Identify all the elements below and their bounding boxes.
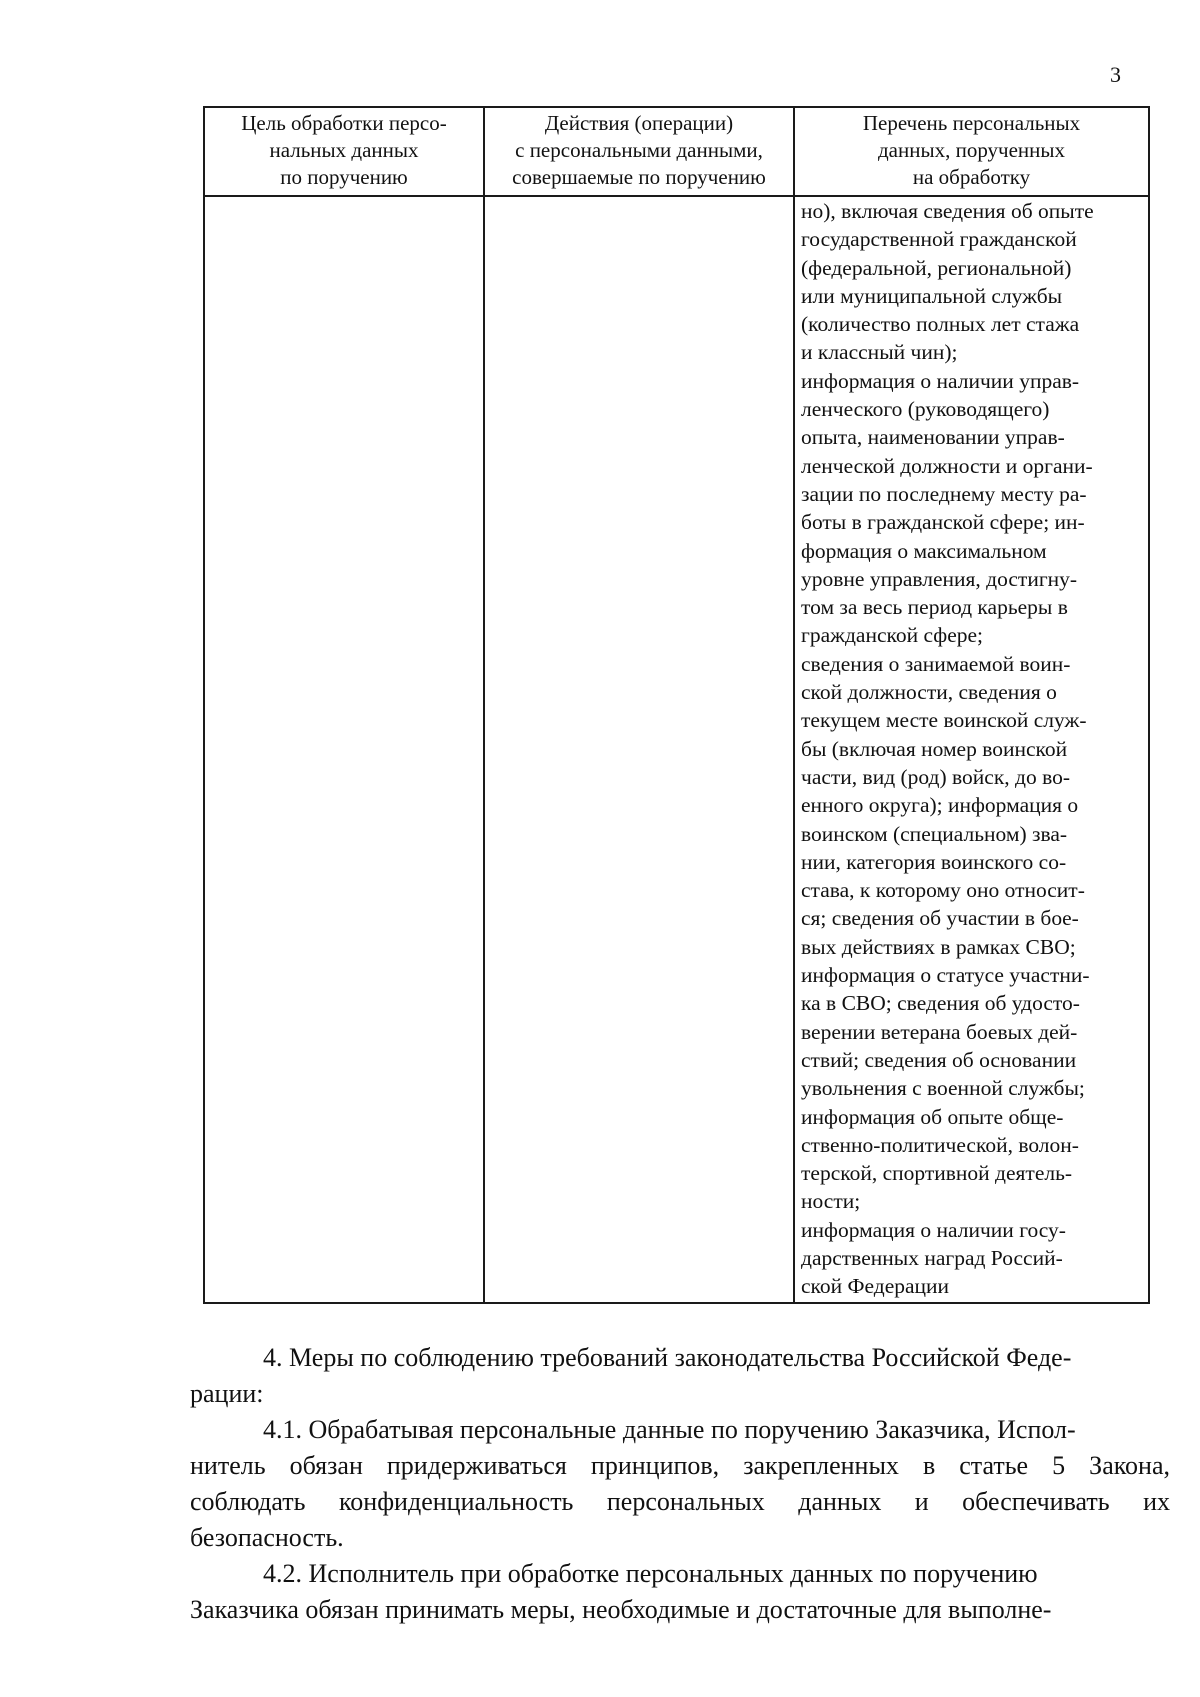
data-list-line: государственной гражданской: [801, 227, 1077, 252]
header-purpose-line: Цель обработки персо-: [241, 111, 447, 135]
paragraph-4-1-line: безопасность.: [190, 1523, 344, 1552]
data-list-line: информация о статусе участни-: [801, 963, 1090, 988]
data-list-line: нии, категория воинского со-: [801, 849, 1067, 874]
data-list-line: гражданской сфере;: [801, 623, 984, 648]
data-list-line: сведения о занимаемой воин-: [801, 651, 1071, 676]
data-list-line: опыта, наименовании управ-: [801, 425, 1065, 450]
data-list-line: ственно-политической, волон-: [801, 1132, 1079, 1157]
header-purpose-line: нальных данных: [269, 138, 419, 162]
data-list-line: ской должности, сведения о: [801, 680, 1057, 705]
data-list-line: формация о максимальном: [801, 538, 1047, 563]
paragraph-4-2-line: Заказчика обязан принимать меры, необходимые и достаточные для выполне-: [190, 1595, 1052, 1624]
data-list-line: ленческого (руководящего): [801, 397, 1050, 422]
data-list-line: уровне управления, достигну-: [801, 566, 1078, 591]
header-data-list-line: на обработку: [912, 165, 1031, 189]
header-purpose: [204, 107, 484, 196]
data-list-line: ствий; сведения об основании: [801, 1047, 1077, 1072]
data-list-line: информация о наличии госу-: [801, 1217, 1066, 1242]
paragraph-4-2: 4.2. Исполнитель при обработке персональных данных по поручению: [263, 1559, 1038, 1588]
data-list-line: информация о наличии управ-: [801, 368, 1080, 393]
data-list-line: ленческой должности и органи-: [801, 453, 1093, 478]
data-list-line: увольнения с военной службы;: [801, 1076, 1085, 1101]
header-actions-line: с персональными данными,: [515, 138, 763, 162]
table-row: [204, 196, 1149, 1303]
data-list-line: ской Федерации: [801, 1274, 950, 1299]
header-data-list-line: данных, порученных: [877, 138, 1066, 162]
data-list-line: том за весь период карьеры в: [801, 595, 1068, 620]
data-list-line: и классный чин);: [801, 340, 958, 365]
header-actions: [484, 107, 794, 196]
paragraph-4-1: 4.1. Обрабатывая персональные данные по поручению Заказчика, Испол-: [263, 1415, 1076, 1444]
table-header-row: [204, 107, 1149, 196]
header-data-list-line: Перечень персональных: [862, 111, 1081, 135]
data-list-line: но), включая сведения об опыте: [801, 199, 1094, 223]
data-list-line: ности;: [801, 1189, 861, 1214]
cell-actions: [484, 196, 794, 1303]
section-4: [190, 1340, 1170, 1628]
data-list-line: ка в СВО; сведения об удосто-: [801, 991, 1080, 1016]
personal-data-table: [203, 106, 1150, 1304]
data-list-line: части, вид (род) войск, до во-: [801, 764, 1071, 789]
data-list-line: вых действиях в рамках СВО;: [801, 934, 1076, 959]
data-list-line: става, к которому оно относит-: [801, 878, 1085, 903]
data-list-line: (количество полных лет стажа: [801, 312, 1080, 337]
cell-data-list: [794, 196, 1149, 1303]
data-list-line: верении ветерана боевых дей-: [801, 1019, 1078, 1044]
data-list-line: зации по последнему месту ра-: [801, 481, 1087, 506]
data-list-body: [795, 197, 1148, 1302]
data-list-line: бы (включая номер воинской: [801, 736, 1068, 761]
data-list-line: текущем месте воинской служ-: [801, 708, 1087, 733]
paragraph-4-1-line: нитель обязан придерживаться принципов, закрепленных в статье 5 Закона,: [190, 1451, 1170, 1480]
data-list-line: терской, спортивной деятель-: [801, 1161, 1073, 1186]
data-list-line: дарственных наград Россий-: [801, 1245, 1063, 1270]
section-4-heading: 4. Меры по соблюдению требований законодательства Российской Феде-: [263, 1343, 1072, 1372]
page-number: 3: [1110, 62, 1121, 87]
data-list-line: боты в гражданской сфере; ин-: [801, 510, 1085, 535]
header-actions-line: Действия (операции): [544, 111, 734, 135]
header-data-list: [794, 107, 1149, 196]
data-list-line: воинском (специальном) зва-: [801, 821, 1068, 846]
data-list-line: енного округа); информация о: [801, 793, 1079, 818]
paragraph-4-1-line: соблюдать конфиденциальность персональных данных и обеспечивать их: [190, 1487, 1170, 1516]
data-list-line: информация об опыте обще-: [801, 1104, 1064, 1129]
data-list-line: или муниципальной службы: [801, 283, 1063, 308]
section-4-heading-cont: рации:: [190, 1379, 264, 1408]
header-purpose-line: по поручению: [280, 165, 408, 189]
data-list-line: (федеральной, региональной): [801, 255, 1072, 280]
data-list-line: ся; сведения об участии в боe-: [801, 906, 1079, 931]
cell-purpose: [204, 196, 484, 1303]
header-actions-line: совершаемые по поручению: [512, 165, 766, 189]
